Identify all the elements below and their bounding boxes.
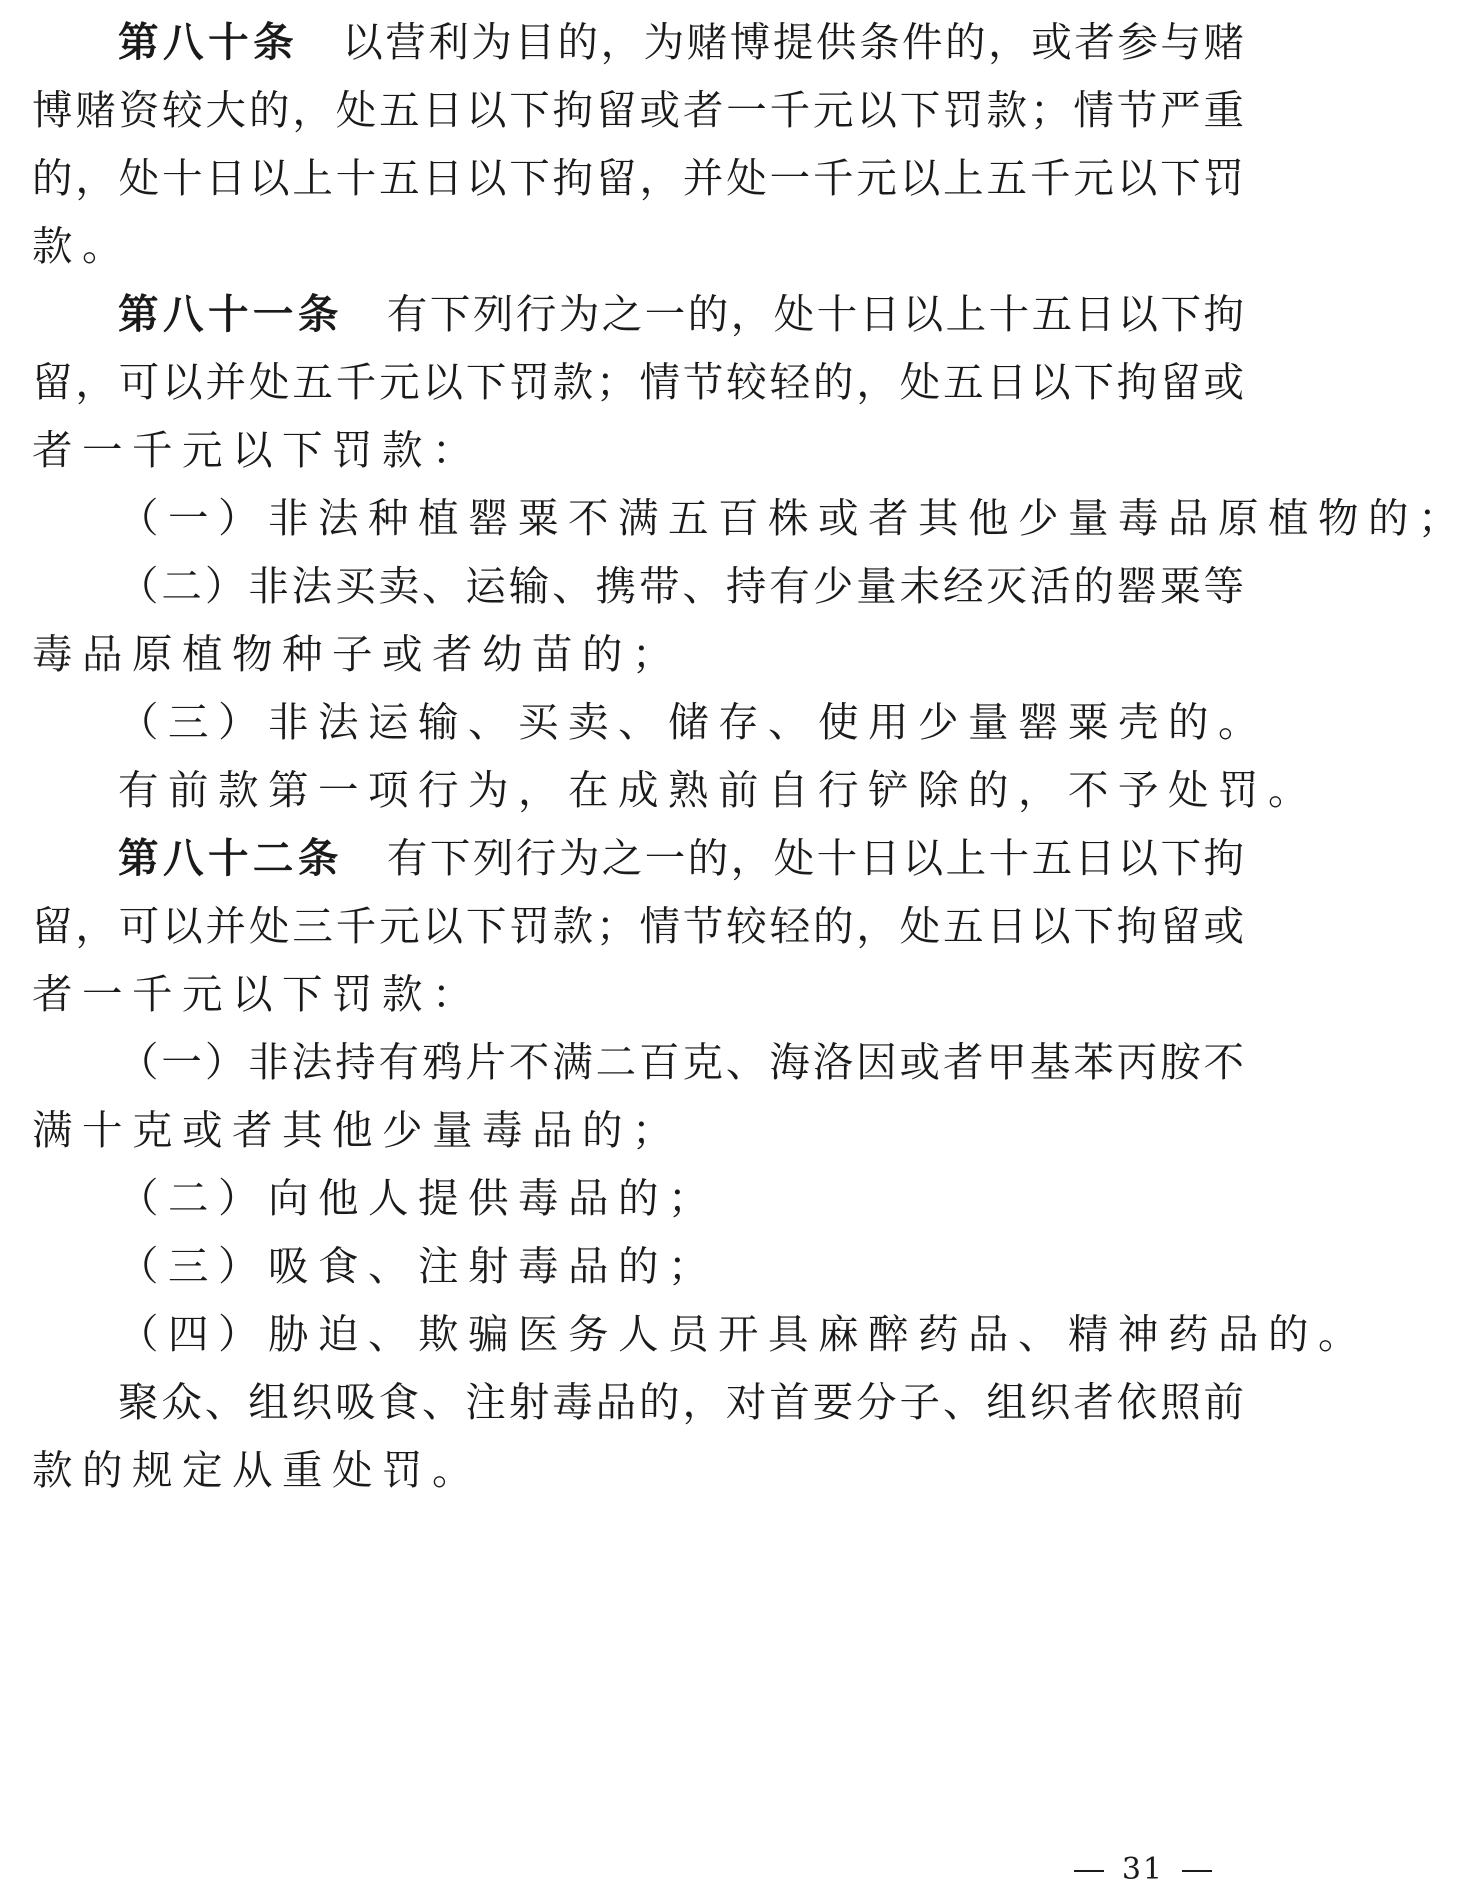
article-81-item-3: （三）非法运输、买卖、储存、使用少量罂粟壳的。	[118, 698, 1268, 746]
article-82-item-4: （四）胁迫、欺骗医务人员开具麻醉药品、精神药品的。	[118, 1310, 1368, 1358]
article-81-closing: 有前款第一项行为，在成熟前自行铲除的，不予处罚。	[118, 766, 1318, 814]
article-81-line-2: 留，可以并处五千元以下罚款；情节较轻的，处五日以下拘留或	[32, 358, 1244, 406]
article-82-line-2: 留，可以并处三千元以下罚款；情节较轻的，处五日以下拘留或	[32, 902, 1244, 950]
article-82-heading: 第八十二条	[118, 834, 343, 882]
article-80-heading: 第八十条	[118, 18, 299, 66]
article-80-text-1: 以营利为目的，为赌博提供条件的，或者参与赌	[342, 18, 1244, 66]
article-81-item-1: （一）非法种植罂粟不满五百株或者其他少量毒品原植物的；	[118, 494, 1468, 542]
article-82-item-1-line-2: 满十克或者其他少量毒品的；	[32, 1106, 682, 1154]
article-81-item-2-line-1: （二）非法买卖、运输、携带、持有少量未经灭活的罂粟等	[118, 562, 1244, 610]
article-82-line-3: 者一千元以下罚款：	[32, 970, 482, 1018]
article-80-line-2: 博赌资较大的，处五日以下拘留或者一千元以下罚款；情节严重	[32, 86, 1244, 134]
page-footer	[1056, 1852, 1230, 1888]
article-82-item-2: （二）向他人提供毒品的；	[118, 1174, 718, 1222]
article-82-item-1-line-1: （一）非法持有鸦片不满二百克、海洛因或者甲基苯丙胺不	[118, 1038, 1244, 1086]
footer-dash-left	[1074, 1870, 1104, 1872]
article-81-line-3: 者一千元以下罚款：	[32, 426, 482, 474]
footer-dash-right	[1182, 1870, 1212, 1872]
article-81-line-1	[118, 284, 1244, 344]
article-80-line-4: 款。	[32, 222, 132, 270]
article-82-item-3: （三）吸食、注射毒品的；	[118, 1242, 718, 1290]
article-81-text-1: 有下列行为之一的，处十日以上十五日以下拘	[386, 290, 1245, 338]
article-80-line-3: 的，处十日以上十五日以下拘留，并处一千元以上五千元以下罚	[32, 154, 1244, 202]
article-80-line-1	[118, 12, 1244, 72]
article-82-line-1	[118, 828, 1244, 888]
article-81-item-2-line-2: 毒品原植物种子或者幼苗的；	[32, 630, 682, 678]
page-number: 31	[1121, 1852, 1164, 1887]
article-82-closing-line-2: 款的规定从重处罚。	[32, 1446, 482, 1494]
article-81-heading: 第八十一条	[118, 290, 343, 338]
article-82-closing-line-1: 聚众、组织吸食、注射毒品的，对首要分子、组织者依照前	[118, 1378, 1244, 1426]
article-82-text-1: 有下列行为之一的，处十日以上十五日以下拘	[386, 834, 1245, 882]
